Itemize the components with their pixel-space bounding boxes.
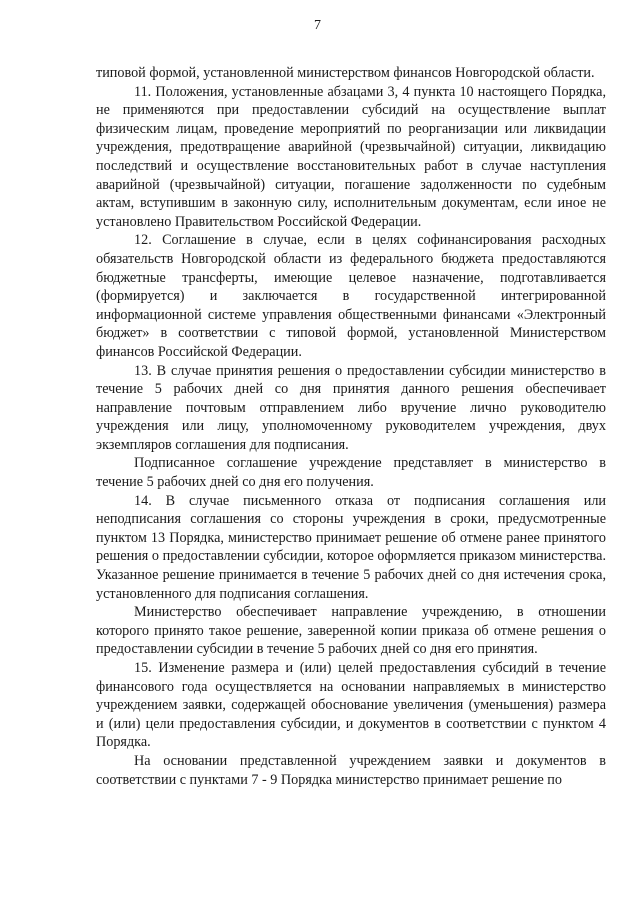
paragraph-item-14: 14. В случае письменного отказа от подписания соглашения или неподписания соглашения со стороны учреждения в сроки, предусмотренные пунктом 13 Порядка, министерство принимает решение об отмене ранее принятого решения о предоставлении субсидии, которое оформляется приказом министерства. Указанное решение принимается в течение 5 рабочих дней со дня истечения срока, установленного для подписания соглашения. [96,492,606,602]
paragraph-continuation: типовой формой, установленной министерством финансов Новгородской области. [96,65,595,81]
paragraph-item-12: 12. Соглашение в случае, если в целях софинансирования расходных обязательств Новгородской области из федерального бюджета предоставляются бюджетные трансферты, имеющие целевое назначение, подготавливается (формируется) и заключается в государственной интегрированной информационной системе управления общественными финансами «Электронный бюджет» в соответствии с типовой формой, установленной Министерством финансов Российской Федерации. [96,232,606,360]
paragraph-item-11: 11. Положения, установленные абзацами 3, 4 пункта 10 настоящего Порядка, не применяются при предоставлении субсидий на осуществление выплат физическим лицам, проведение мероприятий по реорганизации или ликвидации учреждения, предотвращение аварийной (чрезвычайной) ситуации, ликвидацию последствий и осуществление восстановительных работ в случае наступления аварийной (чрезвычайной) ситуации, погашение задолженности по судебным актам, вступившим в законную силу, исполнительным документам, если иное не установлено Правительством Российской Федерации. [96,83,606,230]
document-body [96,64,606,789]
paragraph-item-14-notice: Министерство обеспечивает направление учреждению, в отношении которого принято такое решение, заверенной копии приказа об отмене решения о предоставлении субсидии в течение 5 рабочих дней со дня его принятия. [96,604,606,658]
page-number: 7 [314,18,321,33]
paragraph-item-15-decision: На основании представленной учреждением заявки и документов в соответствии с пунктами 7 - 9 Порядка министерство принимает решение по [96,752,606,788]
paragraph-item-13: 13. В случае принятия решения о предоставлении субсидии министерство в течение 5 рабочих дней со дня принятия данного решения обеспечивает направление почтовым отправлением либо вручение лично руководителю учреждения или лицу, уполномоченному руководителем учреждения, двух экземпляров соглашения для подписания. [96,362,606,453]
paragraph-item-15: 15. Изменение размера и (или) целей предоставления субсидий в течение финансового года осуществляется на основании направляемых в министерство учреждением заявки, содержащей обоснование увеличения (уменьшения) размера и (или) цели предоставления субсидии, и документов в соответствии с пунктом 4 Порядка. [96,660,606,751]
paragraph-item-13-signed: Подписанное соглашение учреждение представляет в министерство в течение 5 рабочих дней со дня его получения. [96,455,606,491]
